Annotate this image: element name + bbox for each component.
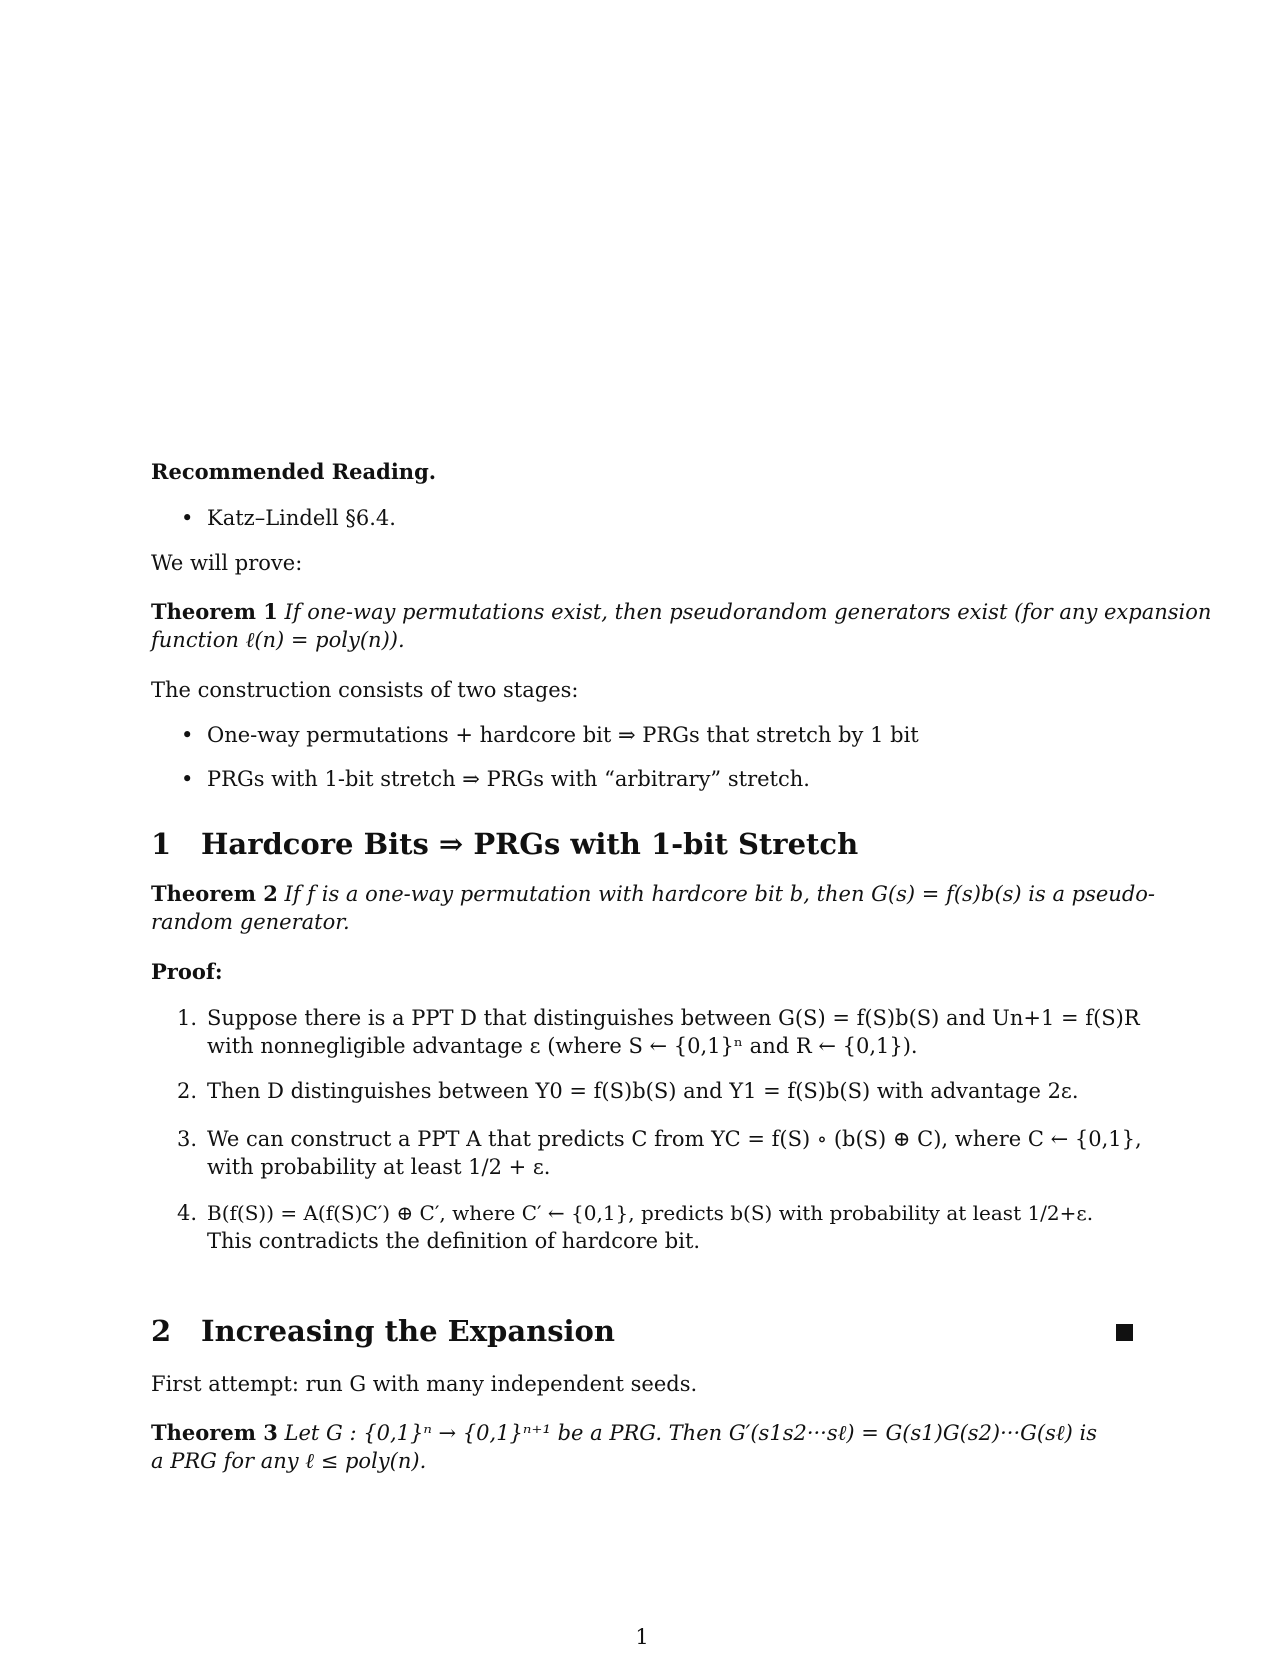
stage-text: PRGs with 1-bit stretch ⇒ PRGs with “arbitrary” stretch.	[207, 767, 810, 791]
recommended-item-text: Katz–Lindell §6.4.	[207, 506, 396, 530]
step-line: We can construct a PPT A that predicts C from YC = f(S) ∘ (b(S) ⊕ C), where C ← {0,1},	[207, 1127, 1142, 1151]
step-number: 3.	[177, 1127, 198, 1151]
theorem-text-line: function ℓ(n) = poly(n)).	[151, 628, 405, 652]
proof-label: Proof:	[151, 959, 223, 984]
first-attempt-text: First attempt: run G with many independent seeds.	[151, 1372, 698, 1396]
section-1-heading	[151, 826, 1133, 862]
section-title: Increasing the Expansion	[201, 1314, 615, 1348]
bullet-icon: •	[181, 506, 194, 530]
section-2-heading	[151, 1313, 1133, 1349]
theorem-text-line: If one-way permutations exist, then pseudorandom generators exist (for any expansion	[284, 600, 1212, 624]
step-line: Suppose there is a PPT D that distinguishes between G(S) = f(S)b(S) and Un+1 = f(S)R	[207, 1006, 1140, 1030]
section-number: 2	[151, 1314, 172, 1348]
construction-intro: The construction consists of two stages:	[151, 678, 579, 702]
step-line: This contradicts the definition of hardcore bit.	[207, 1229, 701, 1253]
step-number: 1.	[177, 1006, 198, 1030]
theorem-label: Theorem 2	[151, 881, 278, 906]
bullet-icon: •	[181, 767, 194, 791]
theorem-1	[151, 598, 1212, 654]
theorem-2	[151, 880, 1155, 936]
stage-text: One-way permutations + hardcore bit ⇒ PRGs that stretch by 1 bit	[207, 723, 919, 747]
theorem-text-line: If f is a one-way permutation with hardcore bit b, then G(s) = f(s)b(s) is a pseudo-	[284, 882, 1155, 906]
intro-text: We will prove:	[151, 551, 303, 575]
step-line: B(f(S)) = A(f(S)C′) ⊕ C′, where C′ ← {0,1}, predicts b(S) with probability at least 1/2+ε.	[207, 1201, 1094, 1225]
theorem-label: Theorem 3	[151, 1420, 278, 1445]
proof-step	[151, 1004, 1140, 1064]
step-number: 4.	[177, 1201, 198, 1225]
section-number: 1	[151, 827, 172, 861]
paper-page	[151, 0, 1212, 1656]
recommended-heading: Recommended Reading.	[151, 459, 437, 484]
theorem-text-line: random generator.	[151, 910, 350, 934]
theorem-text-line: a PRG for any ℓ ≤ poly(n).	[151, 1449, 427, 1473]
step-number: 2.	[177, 1079, 198, 1103]
section-title: Hardcore Bits ⇒ PRGs with 1-bit Stretch	[201, 827, 859, 861]
bullet-icon: •	[181, 723, 194, 747]
theorem-text-line: Let G : {0,1}ⁿ → {0,1}ⁿ⁺¹ be a PRG. Then G′(s1s2···sℓ) = G(s1)G(s2)···G(sℓ) is	[284, 1421, 1097, 1445]
step-line: with nonnegligible advantage ε (where S ← {0,1}ⁿ and R ← {0,1}).	[207, 1034, 918, 1058]
step-line: with probability at least 1/2 + ε.	[207, 1155, 551, 1179]
theorem-label: Theorem 1	[151, 599, 278, 624]
step-line: Then D distinguishes between Y0 = f(S)b(S) and Y1 = f(S)b(S) with advantage 2ε.	[207, 1079, 1079, 1103]
page-number: 1	[635, 1625, 649, 1649]
theorem-3	[151, 1419, 1133, 1475]
